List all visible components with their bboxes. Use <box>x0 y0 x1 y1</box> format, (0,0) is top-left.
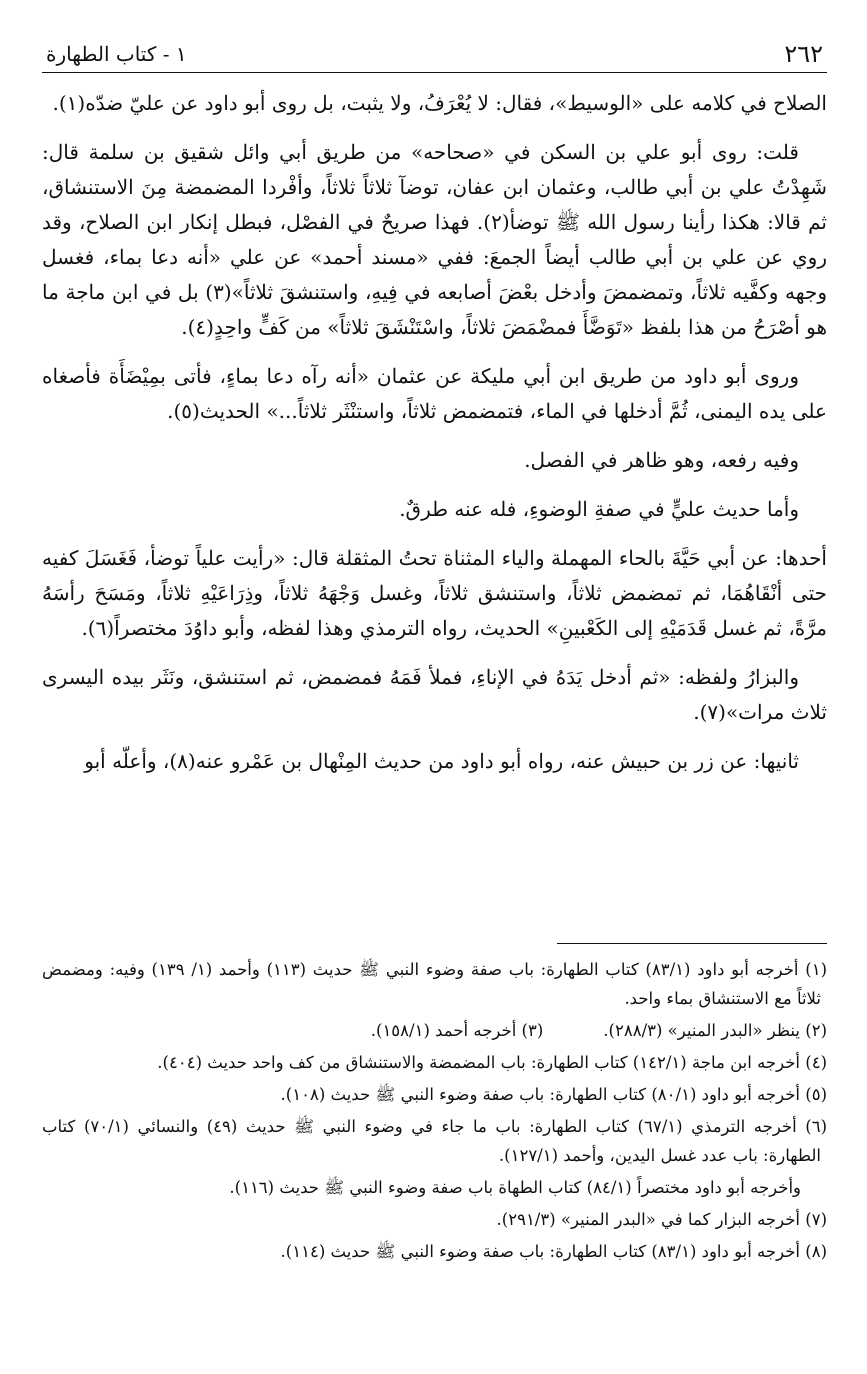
footnote-5: (٥) أخرجه أبو داود (٨٠/١) كتاب الطهارة: باب صفة وضوء النبي ﷺ حديث (١٠٨). <box>280 1085 827 1104</box>
paragraph-abu-dawud: وروى أبو داود من طريق ابن أبي مليكة عن عثمان «أنه رآه دعا بماءٍ، فأتى بمِيْضَأَة فأصغاه على يده اليمنى، ثُمَّ أدخلها في الماء، فتمضمض ثلاثاً، واستنْثَر ثلاثاً...» الحديث(٥). <box>42 364 827 423</box>
footnote-6: (٦) أخرجه الترمذي (٦٧/١) كتاب الطهارة: باب ما جاء في وضوء النبي ﷺ حديث (٤٩) والنسائي (٧٠/١) كتاب الطهارة: باب عدد غسل اليدين، وأحمد (١٢٧/١). <box>42 1117 828 1165</box>
main-text <box>42 86 827 793</box>
footnotes <box>42 955 827 1269</box>
footnote-2: (٢) ينظر «البدر المنير» (٢٨٨/٣). <box>603 1021 827 1040</box>
paragraph-first-route: أحدها: عن أبي حَيَّةَ بالحاء المهملة والياء المثناة تحتُ المثقلة قال: «رأيت علياً توضأ، فَغَسَلَ كفيه حتى أنْقَاهُمَا، ثم تمضمض ثلاثاً، واستنشق ثلاثاً، وغسل وَجْهَهُ ثلاثاً، وذِرَاعَيْهِ ثلاثاً، ومَسَحَ رأسَهُ مرَّةً، ثم غسل قَدَمَيْهِ إلى الكَعْبينِ» الحديث، رواه الترمذي وهذا لفظه، وأبو داوُدَ مختصراً(٦). <box>42 546 827 640</box>
paragraph-continuation: الصلاح في كلامه على «الوسيط»، فقال: لا يُعْرَفُ، ولا يثبت، بل روى أبو داود عن عليّ ضدّه(١). <box>52 91 827 115</box>
footnote-1: (١) أخرجه أبو داود (٨٣/١) كتاب الطهارة: باب صفة وضوء النبي ﷺ حديث (١١٣) وأحمد (١/ ١٣٩) وفيه: ومضمض ثلاثاً مع الاستنشاق بماء واحد. <box>42 960 827 1008</box>
footnote-3: (٣) أخرجه أحمد (١٥٨/١). <box>370 1021 544 1040</box>
footnote-row-2-3 <box>42 1016 827 1045</box>
footnote-divider <box>557 943 827 944</box>
paragraph-ali-hadith: وأما حديث عليٍّ في صفةِ الوضوءِ، فله عنه طرقٌ. <box>399 497 799 521</box>
footnote-6-continued: وأخرجه أبو داود مختصراً (٨٤/١) كتاب الطهاة باب صفة وضوء النبي ﷺ حديث (١١٦). <box>229 1178 801 1197</box>
paragraph-raf: وفيه رفعه، وهو ظاهر في الفصل. <box>524 448 799 472</box>
paragraph-bazzar: والبزارُ ولفظه: «ثم أدخل يَدَهُ في الإناءِ، فملأ فَمَهُ فمضمض، ثم استنشق، ونَثَر بيده اليسرى ثلاث مرات»(٧). <box>42 665 827 724</box>
footnote-4: (٤) أخرجه ابن ماجة (١٤٢/١) كتاب الطهارة: باب المضمضة والاستنشاق من كف واحد حديث (٤٠٤). <box>157 1053 827 1072</box>
chapter-title: ١ - كتاب الطهارة <box>46 42 187 66</box>
footnote-7: (٧) أخرجه البزار كما في «البدر المنير» (٢٩١/٣). <box>496 1210 827 1229</box>
paragraph-qult: قلت: روى أبو علي بن السكن في «صحاحه» من طريق أبي وائل شقيق بن سلمة قال: شَهِدْتُ علي بن أبي طالب، وعثمان ابن عفان، توضآ ثلاثاً ثلاثاً، وأفْردا المضمضة مِنَ الاستنشاق، ثم قالا: هكذا رأينا رسول الله ﷺ توضأ(٢). فهذا صريحٌ في الفصْل، فبطل إنكار ابن الصلاح، وقد روي عن علي بن أبي طالب أيضاً الجمعَ: ففي «مسند أحمد» عن علي «أنه دعا بماء، فغسل وجهه وكفَّيه ثلاثاً، وتمضمضَ وأدخل بعْضَ أصابعه في فِيهِ، واستنشقَ ثلاثاً»(٣) بل في ابن ماجة ما هو أصْرَحُ من هذا بلفظ «تَوَضَّأَ فمضْمَضَ ثلاثاً، واسْتَنْشَقَ ثلاثاً» من كَفٍّ واحِدٍ(٤). <box>42 140 827 339</box>
footnote-8: (٨) أخرجه أبو داود (٨٣/١) كتاب الطهارة: باب صفة وضوء النبي ﷺ حديث (١١٤). <box>280 1242 827 1261</box>
page-number: ٢٦٢ <box>784 40 823 68</box>
running-header <box>42 38 827 73</box>
paragraph-second-route: ثانيها: عن زر بن حبيش عنه، رواه أبو داود من حديث المِنْهال بن عَمْرو عنه(٨)، وأعلّه أبو <box>84 749 799 773</box>
book-page <box>42 0 827 1374</box>
